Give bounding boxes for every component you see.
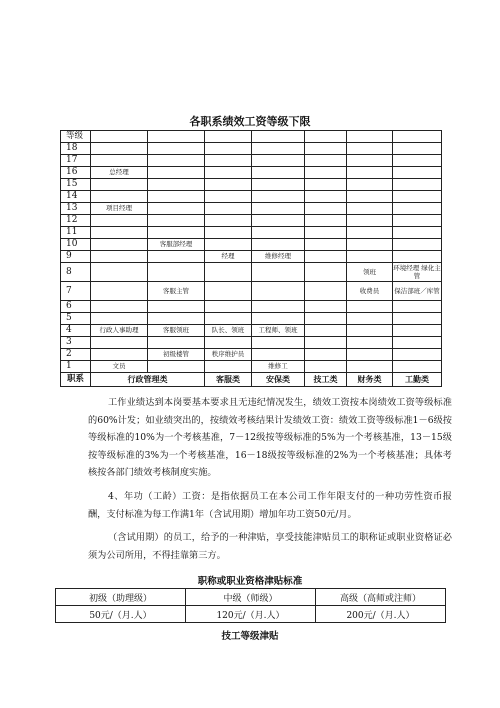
grade-cell <box>148 143 205 155</box>
grade-cell <box>347 337 393 349</box>
grade-cell <box>91 301 148 313</box>
grade-level-cell: 2 <box>61 349 91 361</box>
grade-level-cell: 7 <box>61 282 91 301</box>
grade-cell: 初级楼管 <box>148 349 205 361</box>
grade-row <box>61 167 442 179</box>
grade-cell <box>91 313 148 325</box>
grade-cell <box>393 337 442 349</box>
grade-cell <box>305 282 347 301</box>
grade-row <box>61 337 442 349</box>
job-family-cell: 财务类 <box>347 373 393 387</box>
grade-cell <box>393 313 442 325</box>
grade-row <box>61 313 442 325</box>
grade-cell <box>205 191 252 203</box>
allowance-header-cell: 高级（高师或注师） <box>316 589 446 606</box>
grade-cell <box>205 361 252 373</box>
grade-row <box>61 203 442 215</box>
grade-cell <box>148 155 205 167</box>
grade-cell <box>252 179 305 191</box>
grade-level-cell: 1 <box>61 361 91 373</box>
grade-level-cell: 4 <box>61 325 91 337</box>
grade-cell <box>148 167 205 179</box>
grade-cell: 项目经理 <box>91 203 148 215</box>
grade-cell <box>252 131 305 143</box>
grade-level-cell: 11 <box>61 227 91 239</box>
grade-row <box>61 155 442 167</box>
grade-cell <box>252 263 305 282</box>
grade-row <box>61 143 442 155</box>
grade-level-cell: 16 <box>61 167 91 179</box>
grade-cell <box>347 349 393 361</box>
grade-row <box>61 301 442 313</box>
grade-cell <box>205 179 252 191</box>
grade-cell <box>393 239 442 251</box>
grade-cell: 客服领班 <box>148 325 205 337</box>
grade-cell <box>393 361 442 373</box>
grade-cell <box>252 337 305 349</box>
grade-cell <box>393 215 442 227</box>
grade-cell: 秩序维护员 <box>205 349 252 361</box>
job-family-cell: 客服类 <box>205 373 252 387</box>
grade-cell <box>148 301 205 313</box>
grade-cell <box>205 203 252 215</box>
grade-table-title: 各职系绩效工资等级下限 <box>189 115 311 128</box>
grade-cell <box>91 239 148 251</box>
grade-cell <box>148 313 205 325</box>
grade-cell <box>252 143 305 155</box>
grade-cell <box>205 239 252 251</box>
grade-cell <box>91 179 148 191</box>
grade-cell <box>393 155 442 167</box>
grade-level-cell: 18 <box>61 143 91 155</box>
grade-cell <box>305 215 347 227</box>
grade-cell <box>347 239 393 251</box>
grade-cell <box>305 167 347 179</box>
grade-cell <box>91 251 148 263</box>
grade-cell <box>205 155 252 167</box>
grade-cell <box>393 167 442 179</box>
grade-cell <box>205 282 252 301</box>
grade-row <box>61 282 442 301</box>
grade-cell: 文员 <box>91 361 148 373</box>
grade-cell <box>148 227 205 239</box>
grade-cell <box>305 251 347 263</box>
grade-level-cell: 17 <box>61 155 91 167</box>
grade-cell: 总经理 <box>91 167 148 179</box>
grade-floor-table <box>60 130 442 387</box>
grade-cell <box>252 215 305 227</box>
grade-cell <box>305 263 347 282</box>
grade-cell <box>148 251 205 263</box>
grade-cell: 客服主管 <box>148 282 205 301</box>
grade-cell <box>252 239 305 251</box>
grade-cell <box>91 282 148 301</box>
grade-cell <box>91 143 148 155</box>
grade-cell <box>347 131 393 143</box>
job-family-cell: 工勤类 <box>393 373 442 387</box>
skill-grade-allowance-title: 技工等级津贴 <box>221 631 279 642</box>
grade-cell <box>148 337 205 349</box>
grade-cell <box>347 301 393 313</box>
grade-row <box>61 191 442 203</box>
grade-level-cell: 等级 <box>61 131 91 143</box>
grade-cell <box>305 325 347 337</box>
grade-cell <box>205 143 252 155</box>
grade-level-cell: 5 <box>61 313 91 325</box>
grade-level-cell: 12 <box>61 215 91 227</box>
grade-cell <box>305 349 347 361</box>
grade-cell <box>305 361 347 373</box>
grade-row <box>61 179 442 191</box>
grade-cell <box>347 251 393 263</box>
grade-cell <box>347 325 393 337</box>
grade-row <box>61 227 442 239</box>
grade-cell <box>91 227 148 239</box>
grade-cell <box>347 179 393 191</box>
grade-row <box>61 263 442 282</box>
grade-cell: 环境经理 绿化主管 <box>393 264 441 280</box>
grade-cell: 保洁部班／库管 <box>393 282 442 301</box>
grade-cell <box>91 263 148 282</box>
grade-cell <box>148 215 205 227</box>
grade-row <box>61 361 442 373</box>
grade-cell <box>305 155 347 167</box>
grade-level-cell: 10 <box>61 239 91 251</box>
grade-cell <box>393 203 442 215</box>
grade-row <box>61 251 442 263</box>
grade-cell: 收费员 <box>347 282 393 301</box>
grade-cell: 行政人事助理 <box>91 325 148 337</box>
grade-cell <box>252 191 305 203</box>
grade-cell <box>148 191 205 203</box>
grade-cell <box>305 203 347 215</box>
allowance-header-cell: 中级（师级） <box>186 589 316 606</box>
grade-cell <box>148 203 205 215</box>
grade-cell <box>205 337 252 349</box>
grade-level-cell: 14 <box>61 191 91 203</box>
grade-cell <box>393 227 442 239</box>
grade-cell <box>347 143 393 155</box>
grade-cell <box>305 131 347 143</box>
grade-level-cell: 13 <box>61 203 91 215</box>
grade-cell: 客服部经理 <box>148 239 205 251</box>
grade-cell <box>252 227 305 239</box>
grade-cell <box>252 167 305 179</box>
grade-cell <box>393 131 442 143</box>
grade-cell <box>347 215 393 227</box>
grade-cell <box>305 239 347 251</box>
grade-cell <box>347 227 393 239</box>
grade-cell <box>305 179 347 191</box>
grade-cell <box>91 215 148 227</box>
grade-cell <box>252 155 305 167</box>
grade-cell: 队长、领班 <box>205 325 252 337</box>
grade-cell <box>393 325 442 337</box>
grade-cell <box>205 131 252 143</box>
skill-allowance-paragraph: （含试用期）的员工，给予的一种津贴，享受技能津贴员工的职称证或职业资格证必须为公司所用，不得挂靠第三方。 <box>88 532 452 561</box>
grade-cell <box>252 282 305 301</box>
grade-row <box>61 131 442 143</box>
job-family-header-row <box>61 373 442 387</box>
job-family-cell: 安保类 <box>252 373 305 387</box>
allowance-header-row <box>56 589 446 606</box>
allowance-table <box>55 588 446 623</box>
grade-cell: 领班 <box>347 263 393 282</box>
grade-cell <box>347 167 393 179</box>
grade-cell <box>347 203 393 215</box>
grade-cell <box>91 155 148 167</box>
grade-row <box>61 349 442 361</box>
grade-cell <box>91 131 148 143</box>
grade-cell <box>347 155 393 167</box>
grade-cell: 维修经理 <box>252 251 305 263</box>
grade-level-cell: 3 <box>61 337 91 349</box>
job-family-cell: 技工类 <box>305 373 347 387</box>
grade-cell <box>148 179 205 191</box>
grade-cell: 维修工 <box>252 361 305 373</box>
grade-cell <box>205 215 252 227</box>
grade-cell <box>305 301 347 313</box>
grade-row <box>61 325 442 337</box>
grade-cell <box>148 263 205 282</box>
grade-cell: 工程师、领班 <box>252 325 305 337</box>
grade-cell <box>148 361 205 373</box>
grade-cell <box>205 313 252 325</box>
grade-cell <box>305 227 347 239</box>
job-family-label: 职系 <box>61 373 91 387</box>
grade-row <box>61 215 442 227</box>
grade-cell <box>393 251 442 263</box>
allowance-value-cell: 200元/（月.人） <box>316 606 446 623</box>
grade-cell <box>91 191 148 203</box>
grade-level-cell: 8 <box>61 263 91 282</box>
grade-cell <box>148 131 205 143</box>
grade-cell <box>205 263 252 282</box>
grade-cell <box>347 313 393 325</box>
grade-level-cell: 15 <box>61 179 91 191</box>
job-family-cell: 行政管理类 <box>91 373 205 387</box>
grade-cell <box>205 301 252 313</box>
grade-cell <box>252 313 305 325</box>
grade-cell <box>91 349 148 361</box>
grade-cell <box>393 349 442 361</box>
grade-level-cell: 9 <box>61 251 91 263</box>
grade-cell <box>305 313 347 325</box>
grade-cell <box>393 143 442 155</box>
allowance-value-cell: 120元/（月.人） <box>186 606 316 623</box>
grade-cell <box>393 191 442 203</box>
grade-cell <box>305 337 347 349</box>
grade-cell <box>205 227 252 239</box>
grade-cell <box>305 191 347 203</box>
allowance-value-cell: 50元/（月.人） <box>56 606 186 623</box>
grade-cell <box>347 191 393 203</box>
grade-row <box>61 239 442 251</box>
grade-cell <box>205 167 252 179</box>
grade-cell: 经理 <box>205 251 252 263</box>
grade-cell <box>252 203 305 215</box>
seniority-pay-paragraph: 4、年功（工龄）工资：是指依据员工在本公司工作年限支付的一种功劳性资币报酬，支付标准为每工作满1年（含试用期）增加年功工资50元/月。 <box>88 491 452 520</box>
allowance-value-row <box>56 606 446 623</box>
grade-cell <box>393 179 442 191</box>
allowance-table-title: 职称或职业资格津贴标准 <box>197 576 303 587</box>
grade-cell <box>393 301 442 313</box>
allowance-header-cell: 初级（助理级） <box>56 589 186 606</box>
grade-cell <box>91 337 148 349</box>
grade-cell <box>305 143 347 155</box>
grade-cell <box>347 361 393 373</box>
grade-level-cell: 6 <box>61 301 91 313</box>
performance-pay-paragraph: 工作业绩达到本岗要基本要求且无违纪情况发生，绩效工资按本岗绩效工资等级标准的60%计发；如业绩突出的，按绩效考核结果计发绩效工资：绩效工资等级标准1－6级按等级标准的10%为一个考核基准，7－12级按等级标准的5%为一个考核基准，13－15级按等级标准的3%为一个考核基准，16－18级按等级标准的2%为一个考核基准；具体考核按各部门绩效考核制度实施。 <box>88 397 452 478</box>
grade-cell <box>252 301 305 313</box>
grade-cell <box>252 349 305 361</box>
